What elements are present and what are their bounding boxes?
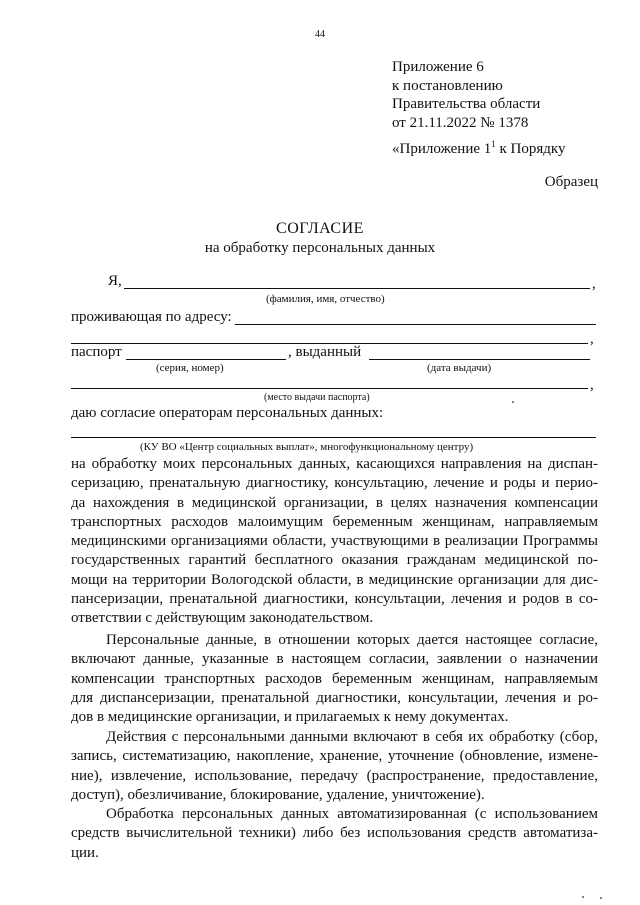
address-field[interactable] [235, 324, 596, 325]
text-line: на обработку моих персональных данных, касающихся направления на диспан- [71, 456, 598, 472]
text-line: Действия с персональными данными включают в себя их обработку (сбор, [106, 729, 598, 745]
passport-date-field[interactable] [369, 359, 590, 360]
text-line: Обработка персональных данных автоматизированная (с использованием [106, 806, 598, 822]
text-line: серизацию, пренатальную диагностику, консультацию, лечение и роды и перио- [71, 475, 598, 492]
appendix-line: Правительства области [392, 96, 541, 112]
text-line: ции. [71, 844, 99, 861]
body-paragraph-3 [71, 728, 598, 805]
fio-caption: (фамилия, имя, отчество) [266, 293, 385, 305]
address-comma: , [590, 331, 594, 347]
passport-series-field[interactable] [126, 359, 286, 360]
text-line: доступ), обезличивание, блокирование, удаление, уничтожение). [71, 786, 485, 803]
appendix-ref-sup: 1 [491, 139, 496, 149]
operators-caption: (КУ ВО «Центр социальных выплат», многофункциональному центру) [140, 441, 474, 453]
text-line: да нахождения в медицинской организации, в целях назначения компенсации [71, 494, 598, 511]
appendix-line: к постановлению [392, 77, 503, 94]
ya-label: Я, [108, 273, 122, 289]
appendix-reference [392, 139, 566, 158]
appendix-ref-prefix: «Приложение 1 [392, 141, 492, 157]
text-line: компенсации транспортных расходов беременным женщинам, направляемым [71, 670, 598, 687]
body-paragraph-4 [71, 805, 598, 863]
text-line: ответствии с действующим законодательством. [71, 610, 374, 627]
text-line: запись, систематизацию, накопление, хранение, уточнение (обновление, измене- [71, 748, 598, 765]
text-line: средств вычислительной техники) либо без использования средств автоматиза- [71, 825, 598, 842]
passport-place-field[interactable] [71, 388, 588, 389]
document-subtitle: на обработку персональных данных [204, 240, 436, 256]
text-line: транспортных расходов малоимущим беременным женщинам, направляемым [71, 513, 598, 530]
text-line: для диспансеризации, пренатальной диагностики, консультации, лечения и ро- [71, 689, 598, 706]
body-paragraph-2 [71, 631, 598, 727]
address-label: проживающая по адресу: [71, 309, 232, 325]
appendix-ref-suffix: к Порядку [495, 141, 566, 157]
issued-label: , выданный [288, 344, 362, 360]
fio-comma: , [592, 276, 596, 292]
scan-speck [582, 896, 584, 898]
sample-label: Образец [544, 174, 598, 190]
body-paragraph-1 [71, 455, 598, 629]
place-comma: , [590, 377, 594, 393]
page-number: 44 [315, 29, 325, 40]
appendix-line: Приложение 6 [392, 59, 484, 75]
text-line: мощи на территории Вологодской области, в медицинские организации для дис- [71, 571, 598, 588]
text-line: включают данные, указанные в настоящем согласии, заявлении о назначении [71, 651, 598, 668]
date-caption: (дата выдачи) [427, 362, 492, 374]
scan-speck [512, 401, 514, 403]
text-line: ние), извлечение, использование, передачу (распространение, предоставление, [71, 767, 598, 784]
appendix-header [392, 58, 540, 132]
text-line: пансеризации, пренатальной диагностики, консультации, лечения и родов в со- [71, 591, 598, 608]
document-title: СОГЛАСИЕ [276, 220, 364, 237]
scan-speck [600, 897, 602, 899]
appendix-line: от 21.11.2022 № 1378 [392, 114, 529, 131]
passport-label: паспорт [71, 344, 122, 360]
text-line: дов в медицинские организации, и прилагаемых к нему документах. [71, 709, 509, 726]
fio-field[interactable] [124, 288, 590, 289]
place-caption: (место выдачи паспорта) [264, 392, 370, 403]
text-line: Персональные данные, в отношении которых дается настоящее согласие, [106, 632, 598, 648]
text-line: государственных гарантий бесплатного оказания гражданам медицинской по- [71, 552, 598, 569]
series-caption: (серия, номер) [156, 362, 224, 374]
text-line: медицинскими организациями области, участвующими в реализации Программы [71, 533, 598, 550]
operators-field[interactable] [71, 437, 596, 438]
consent-label: даю согласие операторам персональных данных: [71, 405, 384, 421]
